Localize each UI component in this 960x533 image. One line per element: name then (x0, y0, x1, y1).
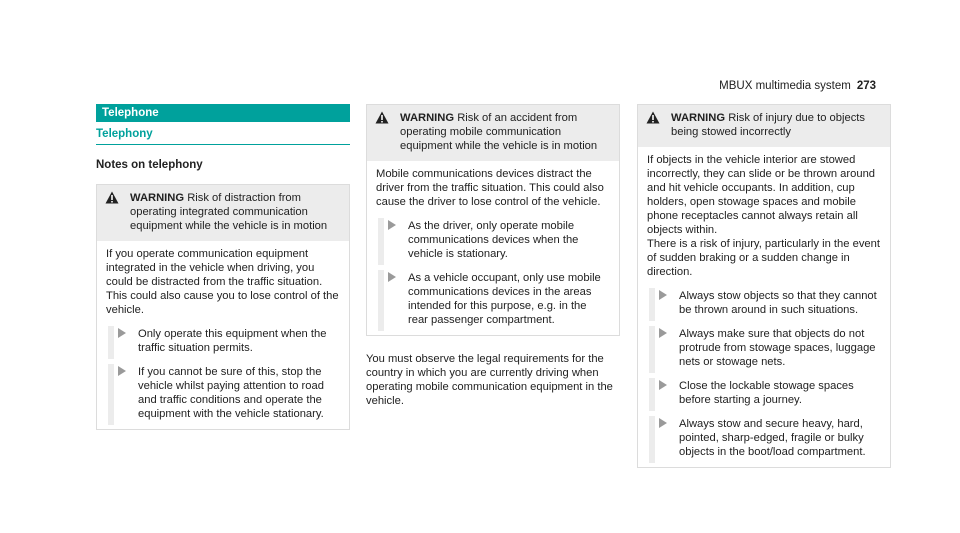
warning-label: WARNING (671, 112, 726, 124)
list-item (647, 327, 880, 369)
warning-text: Mobile communications devices distract the driver from the traffic situation. This could also cause the driver to lose control of the vehicle. (376, 168, 604, 208)
arrow-right-icon (659, 290, 667, 300)
list-item (106, 327, 339, 355)
step-text: As the driver, only operate mobile communications devices when the vehicle is stationary. (408, 220, 579, 260)
notes-title: Notes on telephony (96, 159, 203, 171)
arrow-right-icon (388, 272, 396, 282)
warning-body (97, 241, 349, 429)
list-item (647, 289, 880, 317)
warning-header (367, 105, 619, 161)
warning-box (96, 184, 350, 430)
column-3 (637, 104, 891, 468)
page-header (719, 79, 876, 93)
arrow-right-icon (659, 328, 667, 338)
step-text: Only operate this equipment when the traffic situation permits. (138, 328, 327, 354)
arrow-right-icon (118, 366, 126, 376)
step-text: Always make sure that objects do not protrude from stowage spaces, luggage nets or stowage nets. (679, 328, 876, 368)
column-1 (96, 104, 350, 430)
warning-header (638, 105, 890, 147)
warning-label: WARNING (130, 192, 185, 204)
warning-heading: Risk of an accident from operating mobile communication equipment while the vehicle is in motion (400, 112, 598, 152)
step-text: As a vehicle occupant, only use mobile communications devices in the areas intended for this purpose, e.g. in the rear passenger compartment. (408, 272, 601, 326)
warning-body (367, 161, 619, 335)
warning-text: If you operate communication equipment integrated in the vehicle when driving, you could be distracted from the traffic situation. This could also cause you to lose control of the vehicle. (106, 248, 339, 316)
warning-box (366, 104, 620, 336)
warning-text: There is a risk of injury, particularly in the event of sudden braking or a sudden change in direction. (647, 238, 880, 278)
arrow-right-icon (659, 380, 667, 390)
warning-triangle-icon (646, 111, 660, 124)
warning-triangle-icon (375, 111, 389, 124)
arrow-right-icon (659, 418, 667, 428)
page-number: 273 (856, 80, 876, 92)
column-2 (366, 104, 620, 408)
legal-paragraph: You must observe the legal requirements for the country in which you are currently driving when operating mobile communication equipment in the vehicle. (366, 353, 613, 407)
warning-heading: Risk of distraction from operating integrated communication equipment while the vehicle is in motion (130, 192, 328, 232)
warning-box (637, 104, 891, 468)
warning-header (97, 185, 349, 241)
step-text: Always stow and secure heavy, hard, pointed, sharp-edged, fragile or bulky objects in the boot/load compartment. (679, 418, 866, 458)
step-text: Always stow objects so that they cannot be thrown around in such situations. (679, 290, 877, 316)
warning-body (638, 147, 890, 467)
step-text: Close the lockable stowage spaces before starting a journey. (679, 380, 854, 406)
list-item (376, 271, 609, 327)
warning-heading: Risk of injury due to objects being stowed incorrectly (671, 112, 865, 138)
arrow-right-icon (118, 328, 126, 338)
step-text: If you cannot be sure of this, stop the vehicle whilst paying attention to road and traffic conditions and operate the equipment with the vehicle stationary. (138, 366, 324, 420)
section-title: Telephone (96, 104, 350, 122)
warning-text: If objects in the vehicle interior are stowed incorrectly, they can slide or be thrown around and hit vehicle occupants. In addition, cup holders, open stowage spaces and mobile phone receptacles cannot always retain all objects within. (647, 154, 876, 236)
list-item (647, 379, 880, 407)
subsection-title: Telephony (96, 127, 350, 145)
warning-label: WARNING (400, 112, 455, 124)
list-item (376, 219, 609, 261)
header-title: MBUX multimedia system (719, 80, 851, 92)
warning-triangle-icon (105, 191, 119, 204)
arrow-right-icon (388, 220, 396, 230)
list-item (106, 365, 339, 421)
list-item (647, 417, 880, 459)
